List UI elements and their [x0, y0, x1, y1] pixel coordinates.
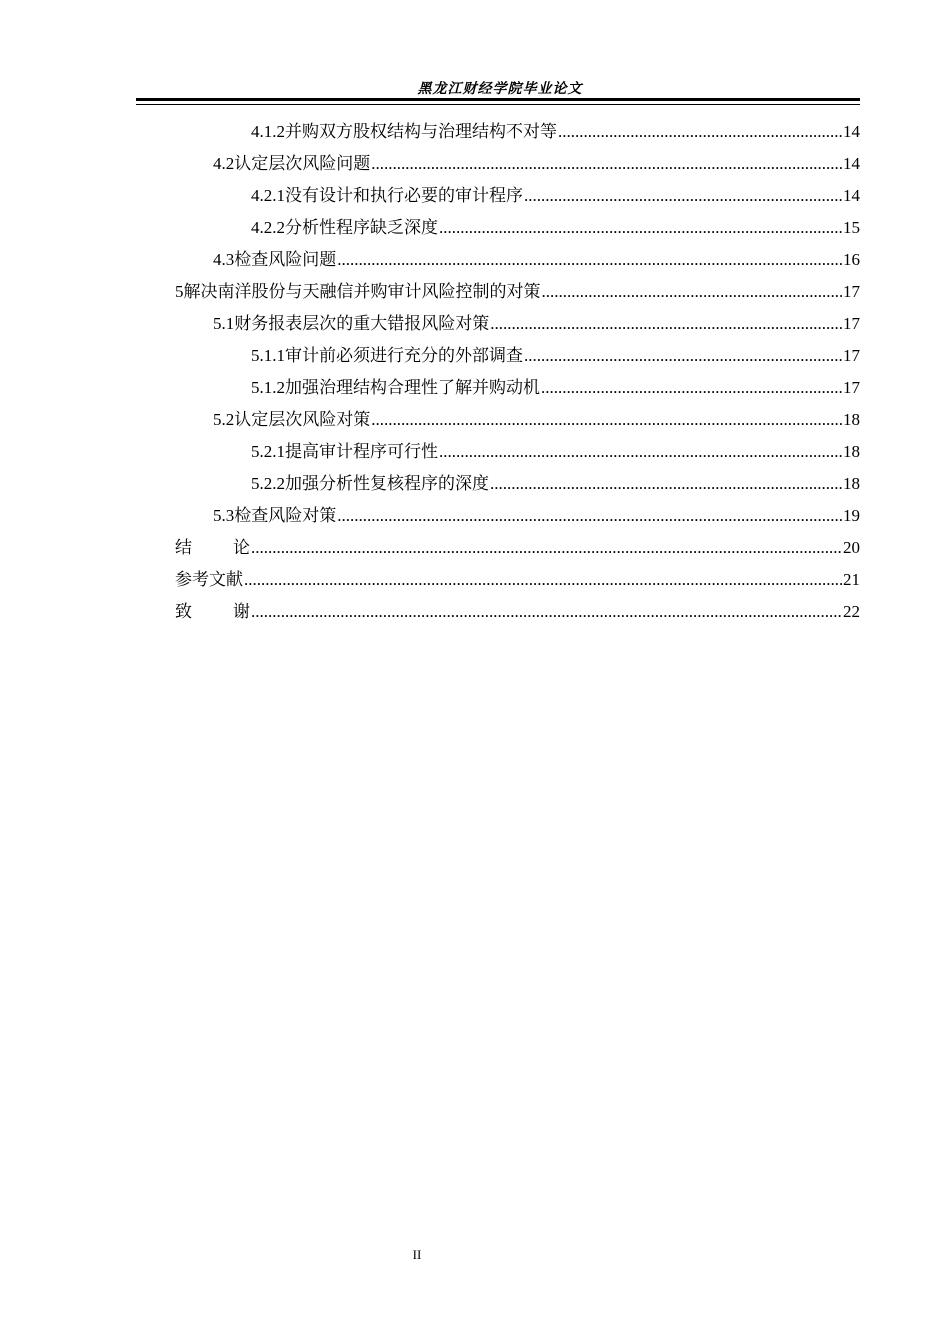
toc-entry[interactable]	[251, 212, 860, 244]
toc-entry-number: 4.2.2	[251, 218, 285, 237]
toc-entry-title: 检查风险对策	[234, 506, 337, 526]
toc-entry-title: 财务报表层次的重大错报风险对策	[234, 314, 490, 334]
toc-entry-page: 14	[843, 122, 860, 141]
toc-entry-page: 18	[843, 442, 860, 461]
toc-title-char: 谢	[233, 602, 250, 622]
toc-entry[interactable]	[251, 180, 860, 212]
toc-entry-number: 5.1.2	[251, 378, 285, 397]
toc-entry-title: 没有设计和执行必要的审计程序	[285, 186, 523, 206]
toc-title-char: 结	[175, 538, 192, 558]
toc-entry-number: 5.2	[213, 410, 235, 429]
toc-entry[interactable]	[251, 372, 860, 404]
toc-entry-number: 4.2	[213, 154, 235, 173]
toc-leader-dots	[337, 500, 842, 532]
toc-entry-page: 17	[843, 314, 860, 333]
toc-entry[interactable]	[213, 244, 860, 276]
toc-entry-page: 18	[843, 474, 860, 493]
toc-entry-title: 审计前必须进行充分的外部调查	[285, 346, 523, 366]
toc-entry-page: 14	[843, 186, 860, 205]
toc-leader-dots	[524, 180, 842, 212]
toc-leader-dots	[490, 468, 842, 500]
toc-entry-title: 检查风险问题	[234, 250, 337, 270]
toc-entry-page: 22	[843, 602, 860, 621]
toc-entry-page: 15	[843, 218, 860, 237]
toc-entry-title: 解决南洋股份与天融信并购审计风险控制的对策	[183, 282, 541, 302]
toc-entry-title: 参考文献	[175, 570, 243, 590]
toc-entry[interactable]	[251, 340, 860, 372]
toc-entry[interactable]	[213, 148, 860, 180]
toc-leader-dots	[337, 244, 842, 276]
toc-entry-page: 18	[843, 410, 860, 429]
toc-entry-number: 5.1	[213, 314, 235, 333]
toc-entry-title: 认定层次风险问题	[234, 154, 371, 174]
toc-entry-title	[175, 596, 250, 628]
toc-entry-references[interactable]	[175, 564, 860, 596]
toc-leader-dots	[541, 372, 842, 404]
toc-entry-page: 21	[843, 570, 860, 589]
toc-entry-conclusion[interactable]	[175, 532, 860, 564]
toc-entry-number: 4.2.1	[251, 186, 285, 205]
toc-entry[interactable]	[251, 436, 860, 468]
toc-entry-page: 17	[843, 346, 860, 365]
toc-entry[interactable]	[251, 116, 860, 148]
toc-entry-number: 5.1.1	[251, 346, 285, 365]
header-title: 黑龙江财经学院毕业论文	[417, 81, 583, 97]
footer-page-number: II	[412, 1247, 422, 1262]
toc-entry-number: 5.3	[213, 506, 235, 525]
toc-title-char: 论	[233, 538, 250, 558]
toc-entry-page: 16	[843, 250, 860, 269]
header-rule-thick	[136, 98, 860, 101]
toc-entry-number: 4.3	[213, 250, 235, 269]
header-rule-thin	[136, 104, 860, 105]
toc-entry-acknowledgements[interactable]	[175, 596, 860, 628]
toc-leader-dots	[244, 564, 842, 596]
toc-entry-title: 认定层次风险对策	[234, 410, 371, 430]
toc-entry-page: 20	[843, 538, 860, 557]
toc-entry-page: 17	[843, 378, 860, 397]
toc-leader-dots	[558, 116, 842, 148]
toc-leader-dots	[251, 596, 842, 628]
toc-entry[interactable]	[251, 468, 860, 500]
toc-entry-number: 5.2.2	[251, 474, 285, 493]
toc-entry-title: 加强分析性复核程序的深度	[285, 474, 489, 494]
toc-entry[interactable]	[213, 404, 860, 436]
toc-leader-dots	[371, 148, 842, 180]
toc-leader-dots	[371, 404, 842, 436]
toc-entry-page: 14	[843, 154, 860, 173]
toc-entry-title: 分析性程序缺乏深度	[285, 218, 438, 238]
toc-entry-page: 17	[843, 282, 860, 301]
toc-leader-dots	[542, 276, 843, 308]
toc-entry-number: 5	[175, 282, 184, 301]
toc-leader-dots	[524, 340, 842, 372]
toc-entry-number: 4.1.2	[251, 122, 285, 141]
toc-leader-dots	[251, 532, 842, 564]
toc-entry-title: 提高审计程序可行性	[285, 442, 438, 462]
toc-entry[interactable]	[175, 276, 860, 308]
toc-leader-dots	[439, 212, 842, 244]
toc-entry-title: 加强治理结构合理性了解并购动机	[285, 378, 540, 398]
toc-entry-title	[175, 532, 250, 564]
toc-entry-page: 19	[843, 506, 860, 525]
toc-leader-dots	[439, 436, 842, 468]
toc-entry[interactable]	[213, 308, 860, 340]
toc-title-char: 致	[175, 602, 192, 622]
toc-entry-number: 5.2.1	[251, 442, 285, 461]
toc-entry[interactable]	[213, 500, 860, 532]
toc-entry-title: 并购双方股权结构与治理结构不对等	[285, 122, 557, 142]
toc-leader-dots	[490, 308, 842, 340]
